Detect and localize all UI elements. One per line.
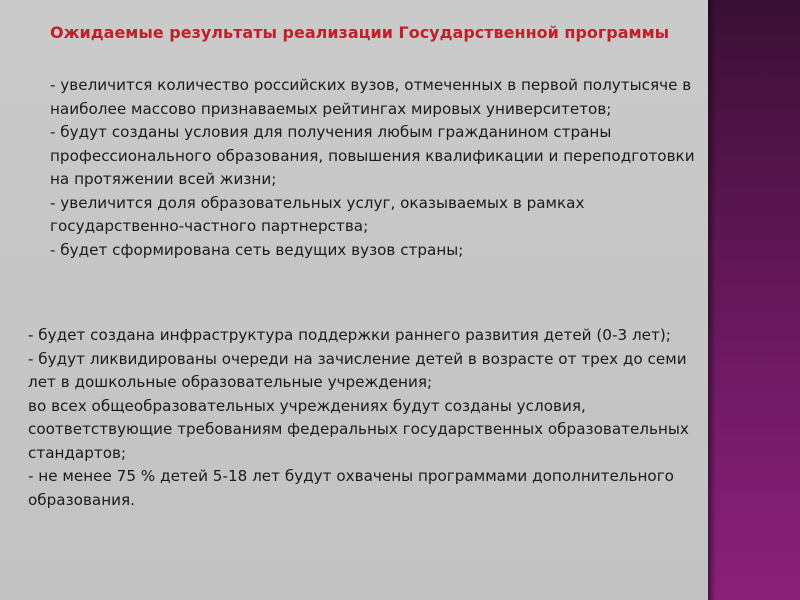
slide-title: Ожидаемые результаты реализации Государственной программы bbox=[50, 23, 670, 42]
list-item: - будет сформирована сеть ведущих вузов страны; bbox=[50, 240, 464, 259]
list-item: во всех общеобразовательных учреждениях будут созданы условия, соответствующие требованиям федеральных государственных образовательных стандартов; bbox=[28, 396, 689, 462]
results-list-higher-education bbox=[50, 74, 704, 262]
decorative-side-band bbox=[708, 0, 800, 600]
list-item: - увеличится количество российских вузов, отмеченных в первой полутысяче в наиболее массово признаваемых рейтингах мировых университетов; bbox=[50, 76, 692, 118]
list-item: - не менее 75 % детей 5-18 лет будут охвачены программами дополнительного образования. bbox=[28, 467, 674, 509]
list-item: - будут ликвидированы очереди на зачисление детей в возрасте от трех до семи лет в дошкольные образовательные учреждения; bbox=[28, 349, 687, 391]
list-item: - будут созданы условия для получения любым гражданином страны профессионального образования, повышения квалификации и переподготовки на протяжении всей жизни; bbox=[50, 123, 695, 188]
list-item: - будет создана инфраструктура поддержки раннего развития детей (0-3 лет); bbox=[28, 326, 671, 344]
results-list-school-education bbox=[28, 324, 712, 512]
list-item: - увеличится доля образовательных услуг, оказываемых в рамках государственно-частного партнерства; bbox=[50, 193, 585, 235]
